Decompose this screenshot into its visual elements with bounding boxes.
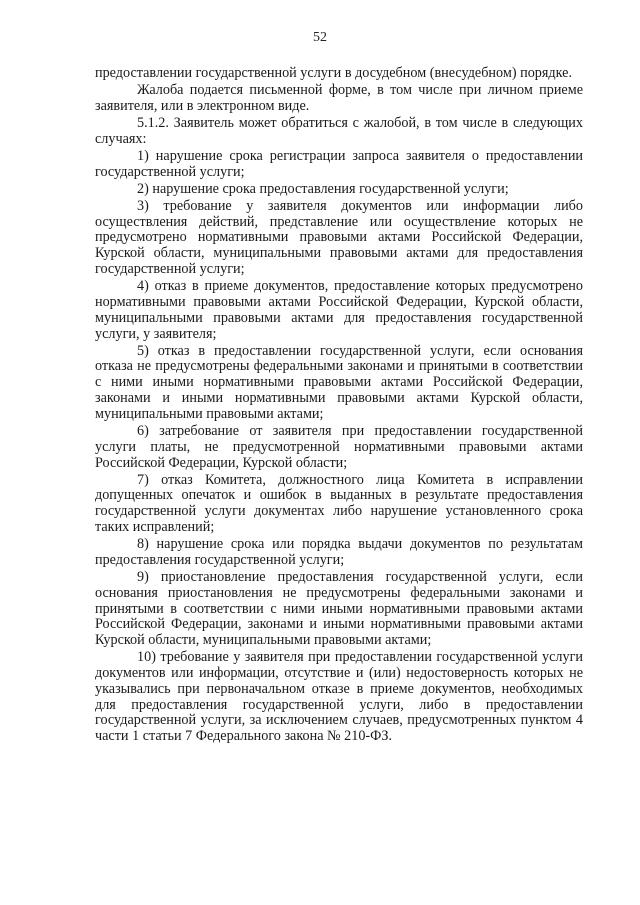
document-body (95, 66, 583, 746)
list-item-3: 3) требование у заявителя документов или информации либо осуществления действий, представление или осуществление которых не предусмотрено нормативными правовыми актами Российской Федерации, Курской области, муниципальными правовыми актами для предоставления государственной услуги; (95, 197, 583, 278)
page-number: 52 (313, 30, 327, 45)
list-item-2: 2) нарушение срока предоставления государственной услуги; (137, 180, 509, 197)
list-item-7: 7) отказ Комитета, должностного лица Комитета в исправлении допущенных опечаток и ошибок в выданных в результате предоставления государственной услуги документах либо нарушение установленного срока таких исправлений; (95, 471, 583, 535)
list-item-6: 6) затребование от заявителя при предоставлении государственной услуги платы, не предусмотренной нормативными правовыми актами Российской Федерации, Курской области; (95, 422, 583, 471)
list-item-4: 4) отказ в приеме документов, предоставление которых предусмотрено нормативными правовыми актами Российской Федерации, Курской области, муниципальными правовыми актами для предоставления государственной услуги, у заявителя; (95, 278, 583, 342)
list-item-10: 10) требование у заявителя при предоставлении государственной услуги документов или информации, отсутствие и (или) недостоверность которых не указывались при первоначальном отказе в приеме документов, необходимых для предоставления государственной услуги, либо в предоставлении государственной услуги, за исключением случаев, предусмотренных пунктом 4 части 1 статьи 7 Федерального закона № 210-ФЗ. (95, 649, 583, 745)
paragraph-complaint-form: Жалоба подается письменной форме, в том числе при личном приеме заявителя, или в электронном виде. (95, 82, 583, 114)
paragraph-5-1-2: 5.1.2. Заявитель может обратиться с жалобой, в том числе в следующих случаях: (95, 114, 583, 147)
paragraph-continuation: предоставлении государственной услуги в досудебном (внесудебном) порядке. (95, 65, 573, 81)
list-item-1: 1) нарушение срока регистрации запроса заявителя о предоставлении государственной услуги; (95, 147, 583, 180)
list-item-5: 5) отказ в предоставлении государственной услуги, если основания отказа не предусмотрены федеральными законами и принятыми в соответствии с ними иными нормативными правовыми актами Российской Федерации, законами и иными нормативными правовыми актами Курской области, муниципальными правовыми актами; (95, 342, 583, 422)
list-item-9: 9) приостановление предоставления государственной услуги, если основания приостановления не предусмотрены федеральными законами и принятыми в соответствии с ними иными нормативными правовыми актами Российской Федерации, законами и иными нормативными правовыми актами Курской области, муниципальными правовыми актами; (95, 568, 583, 649)
list-item-8: 8) нарушение срока или порядка выдачи документов по результатам предоставления государственной услуги; (95, 536, 583, 568)
